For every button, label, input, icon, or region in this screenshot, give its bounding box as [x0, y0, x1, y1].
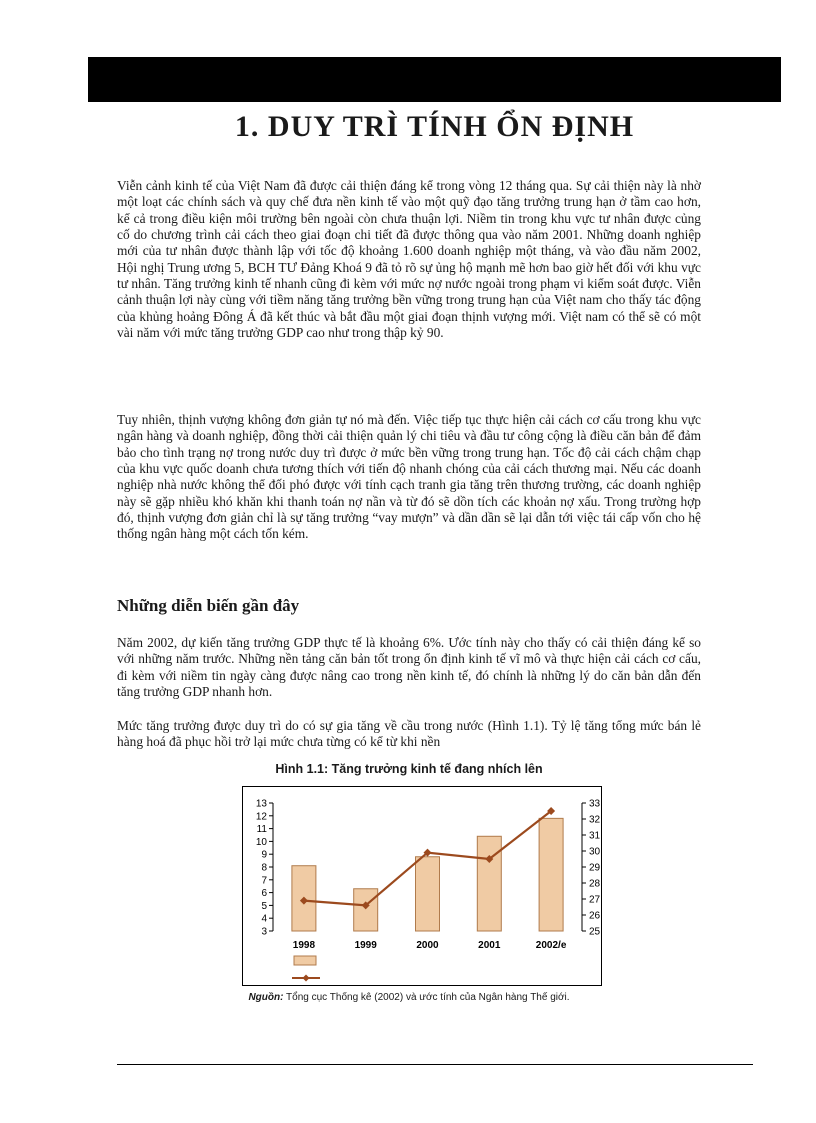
y-right-tick-label: 30	[589, 846, 601, 858]
bar-2001	[477, 836, 501, 931]
y-left-tick-label: 9	[261, 849, 267, 861]
x-tick-label: 1999	[354, 940, 377, 951]
paragraph-2: Tuy nhiên, thịnh vượng không đơn giản tự nó mà đến. Việc tiếp tục thực hiện cải cách cơ cấu trong khu vực ngân hàng và doanh nghiệp, đồng thời cải thiện quản lý chi tiêu và đầu tư công cộng là điều căn bản để đảm bảo cho tình trạng nợ trong nước duy trì được ở mức bền vững trong trung hạn. Tốc độ cải cách chậm chạp của khu vực quốc doanh chưa tương thích với tiến độ nhanh chóng của cải cách thương mại. Nếu các doanh nghiệp nhà nước không thể đối phó được với tính cạch tranh gia tăng trên thương trường, các doanh nghiệp này sẽ gặp nhiều khó khăn khi thanh toán nợ nần và từ đó sẽ dồn tích các khoản nợ xấu. Trong trường hợp đó, thịnh vượng đơn giản chỉ là sự tăng trưởng “vay mượn” và dần dần sẽ lại dẫn tới việc tái cấp vốn cho hệ thống ngân hàng một cách tốn kém.	[117, 412, 701, 542]
y-right-tick-label: 25	[589, 926, 601, 938]
x-tick-label: 2000	[416, 940, 439, 951]
y-left-tick-label: 3	[261, 926, 267, 938]
x-tick-label: 1998	[292, 940, 316, 951]
y-left-tick-label: 6	[261, 888, 267, 900]
x-tick-label: 2002/e	[535, 940, 567, 951]
chart-container	[242, 786, 602, 991]
y-left-tick-label: 10	[255, 836, 267, 848]
y-right-tick-label: 29	[589, 862, 601, 874]
header-bar	[88, 57, 781, 102]
paragraph-3: Năm 2002, dự kiến tăng trưởng GDP thực tế là khoảng 6%. Ước tính này cho thấy có cải thiện đáng kể so với những năm trước. Những nền tảng căn bản tốt trong ổn định kinh tế vĩ mô và thực hiện cải cách cơ cấu, đi kèm với niềm tin ngày càng được nâng cao trong nền kinh tế, đó chính là những lý do căn bản dẫn đến tăng trưởng GDP nhanh hơn.	[117, 635, 701, 700]
legend-bar-swatch	[294, 956, 316, 965]
source-label: Nguồn:	[248, 992, 284, 1003]
figure-source	[117, 992, 701, 1003]
y-left-tick-label: 12	[255, 811, 267, 823]
y-right-tick-label: 32	[589, 814, 601, 826]
source-text: Tổng cục Thống kê (2002) và ước tính của Ngân hàng Thế giới.	[283, 992, 570, 1003]
y-right-tick-label: 31	[589, 830, 601, 842]
footer-rule	[117, 1064, 753, 1065]
paragraph-1: Viễn cảnh kinh tế của Việt Nam đã được cải thiện đáng kể trong vòng 12 tháng qua. Sự cải thiện này là nhờ một loạt các chính sách và quy chế đưa nền kinh tế vào một quỹ đạo tăng trưởng trung hạn ở tầm cao hơn, kể cả trong điều kiện môi trường bên ngoài còn chưa thuận lợi. Niềm tin trong khu vực tư nhân được củng cố do chương trình cải cách theo giai đoạn chi tiết đã được thông qua vào năm 2001. Những doanh nghiệp mới của tư nhân được thành lập với tốc độ khoảng 1.600 doanh nghiệp một tháng, và vào đầu năm 2002, Hội nghị Trung ương 5, BCH TƯ Đảng Khoá 9 đã tỏ rõ sự ủng hộ mạnh mẽ hơn bao giờ hết đối với khu vực tư nhân. Tăng trưởng kinh tế nhanh cũng đi kèm với mức nợ nước ngoài trong phạm vi kiểm soát được. Viễn cảnh thuận lợi này cùng với tiềm năng tăng trưởng bền vững trong trung hạn của Việt nam cho thấy tác động của khủng hoảng Đông Á đã kết thúc và bắt đầu một giai đoạn thịnh vượng mới. Việt nam có thể sẽ có một vài năm với mức tăng trưởng GDP cao như trong thập kỷ 90.	[117, 178, 701, 341]
y-right-tick-label: 33	[589, 798, 601, 810]
y-left-tick-label: 8	[261, 862, 267, 874]
bar-2002/e	[539, 818, 563, 931]
section-heading: Những diễn biến gần đây	[117, 596, 300, 615]
y-left-tick-label: 5	[261, 900, 267, 912]
growth-chart	[242, 786, 602, 986]
y-left-tick-label: 7	[261, 875, 267, 887]
paragraph-4: Mức tăng trưởng được duy trì do có sự gia tăng về cầu trong nước (Hình 1.1). Tỷ lệ tăng tổng mức bán lẻ hàng hoá đã phục hồi trở lại mức chưa từng có kể từ khi nền	[117, 718, 701, 750]
y-right-tick-label: 28	[589, 878, 601, 890]
y-right-tick-label: 27	[589, 894, 601, 906]
page-title: 1. DUY TRÌ TÍNH ỔN ĐỊNH	[234, 110, 635, 143]
y-left-tick-label: 4	[261, 913, 267, 925]
y-left-tick-label: 11	[256, 824, 267, 836]
x-tick-label: 2001	[478, 940, 501, 951]
y-right-tick-label: 26	[589, 910, 601, 922]
figure-caption: Hình 1.1: Tăng trưởng kinh tế đang nhích lên	[275, 762, 543, 776]
bar-2000	[416, 857, 440, 931]
bar-1999	[354, 889, 378, 931]
y-left-tick-label: 13	[255, 798, 267, 810]
